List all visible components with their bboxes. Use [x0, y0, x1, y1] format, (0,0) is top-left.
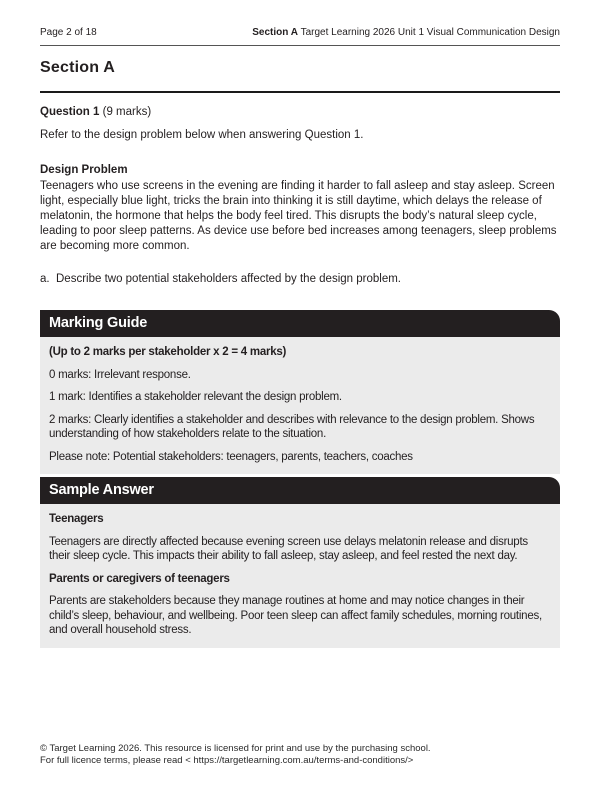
marking-criterion: 0 marks: Irrelevant response. [49, 368, 191, 381]
sample-answer-panel [40, 504, 560, 648]
question-instruction: Refer to the design problem below when answering Question 1. [40, 129, 364, 141]
sample-answer-heading: Parents or caregivers of teenagers [49, 572, 230, 585]
sample-answer-banner: Sample Answer [40, 477, 560, 504]
sample-answer-text: Parents are stakeholders because they manage routines at home and may notice changes in their child’s sleep, behaviour, and wellbeing. Poor teen sleep can affect family schedules, morning routines, and overall household stress. [49, 595, 542, 636]
footer-terms-line: For full licence terms, please read < https://targetlearning.com.au/terms-and-conditions/> [40, 755, 414, 766]
question-number: Question 1 [40, 106, 100, 118]
page-number: Page 2 of 18 [40, 27, 97, 38]
header-course-text: Target Learning 2026 Unit 1 Visual Communication Design [297, 27, 560, 38]
header-section-label: Section A [252, 27, 298, 38]
footer-licence-line: © Target Learning 2026. This resource is licensed for print and use by the purchasing school. [40, 743, 431, 754]
page-content [40, 0, 560, 648]
marking-criterion: 2 marks: Clearly identifies a stakeholder and describes with relevance to the design problem. Shows understanding of how stakeholders relate to the situation. [49, 413, 535, 440]
part-a-text: Describe two potential stakeholders affected by the design problem. [56, 273, 401, 285]
header-course-label [252, 27, 560, 38]
design-problem-text: Teenagers who use screens in the evening are finding it harder to fall asleep and stay asleep. Screen light, especially blue light, tricks the brain into thinking it is still daytime, which delays the release of melatonin, the hormone that helps the body feel tired. This disrupts the body’s natural sleep cycle, leading to poor sleep patterns. As device use before bed increases among teenagers, sleep problems are becoming more common. [40, 180, 557, 252]
design-problem-heading: Design Problem [40, 164, 128, 176]
section-title: Section A [40, 59, 115, 76]
page-footer [40, 743, 560, 767]
sample-answer-heading: Teenagers [49, 513, 104, 525]
section-divider [40, 91, 560, 93]
running-header [40, 0, 560, 46]
marking-guide-banner: Marking Guide [40, 310, 560, 337]
marking-guide-criteria-heading: (Up to 2 marks per stakeholder x 2 = 4 marks) [49, 346, 287, 358]
question-heading [40, 106, 560, 118]
marking-criterion: Please note: Potential stakeholders: teenagers, parents, teachers, coaches [49, 450, 413, 463]
marking-guide-panel [40, 337, 560, 474]
marking-criterion: 1 mark: Identifies a stakeholder relevant the design problem. [49, 391, 342, 403]
part-a-letter: a. [40, 273, 50, 285]
question-marks: (9 marks) [99, 106, 152, 118]
question-part-a [40, 273, 560, 285]
sample-answer-text: Teenagers are directly affected because evening screen use delays melatonin release and disrupts their sleep cycle. This impacts their ability to fall asleep, stay asleep, and feel rested the next day. [49, 535, 528, 562]
